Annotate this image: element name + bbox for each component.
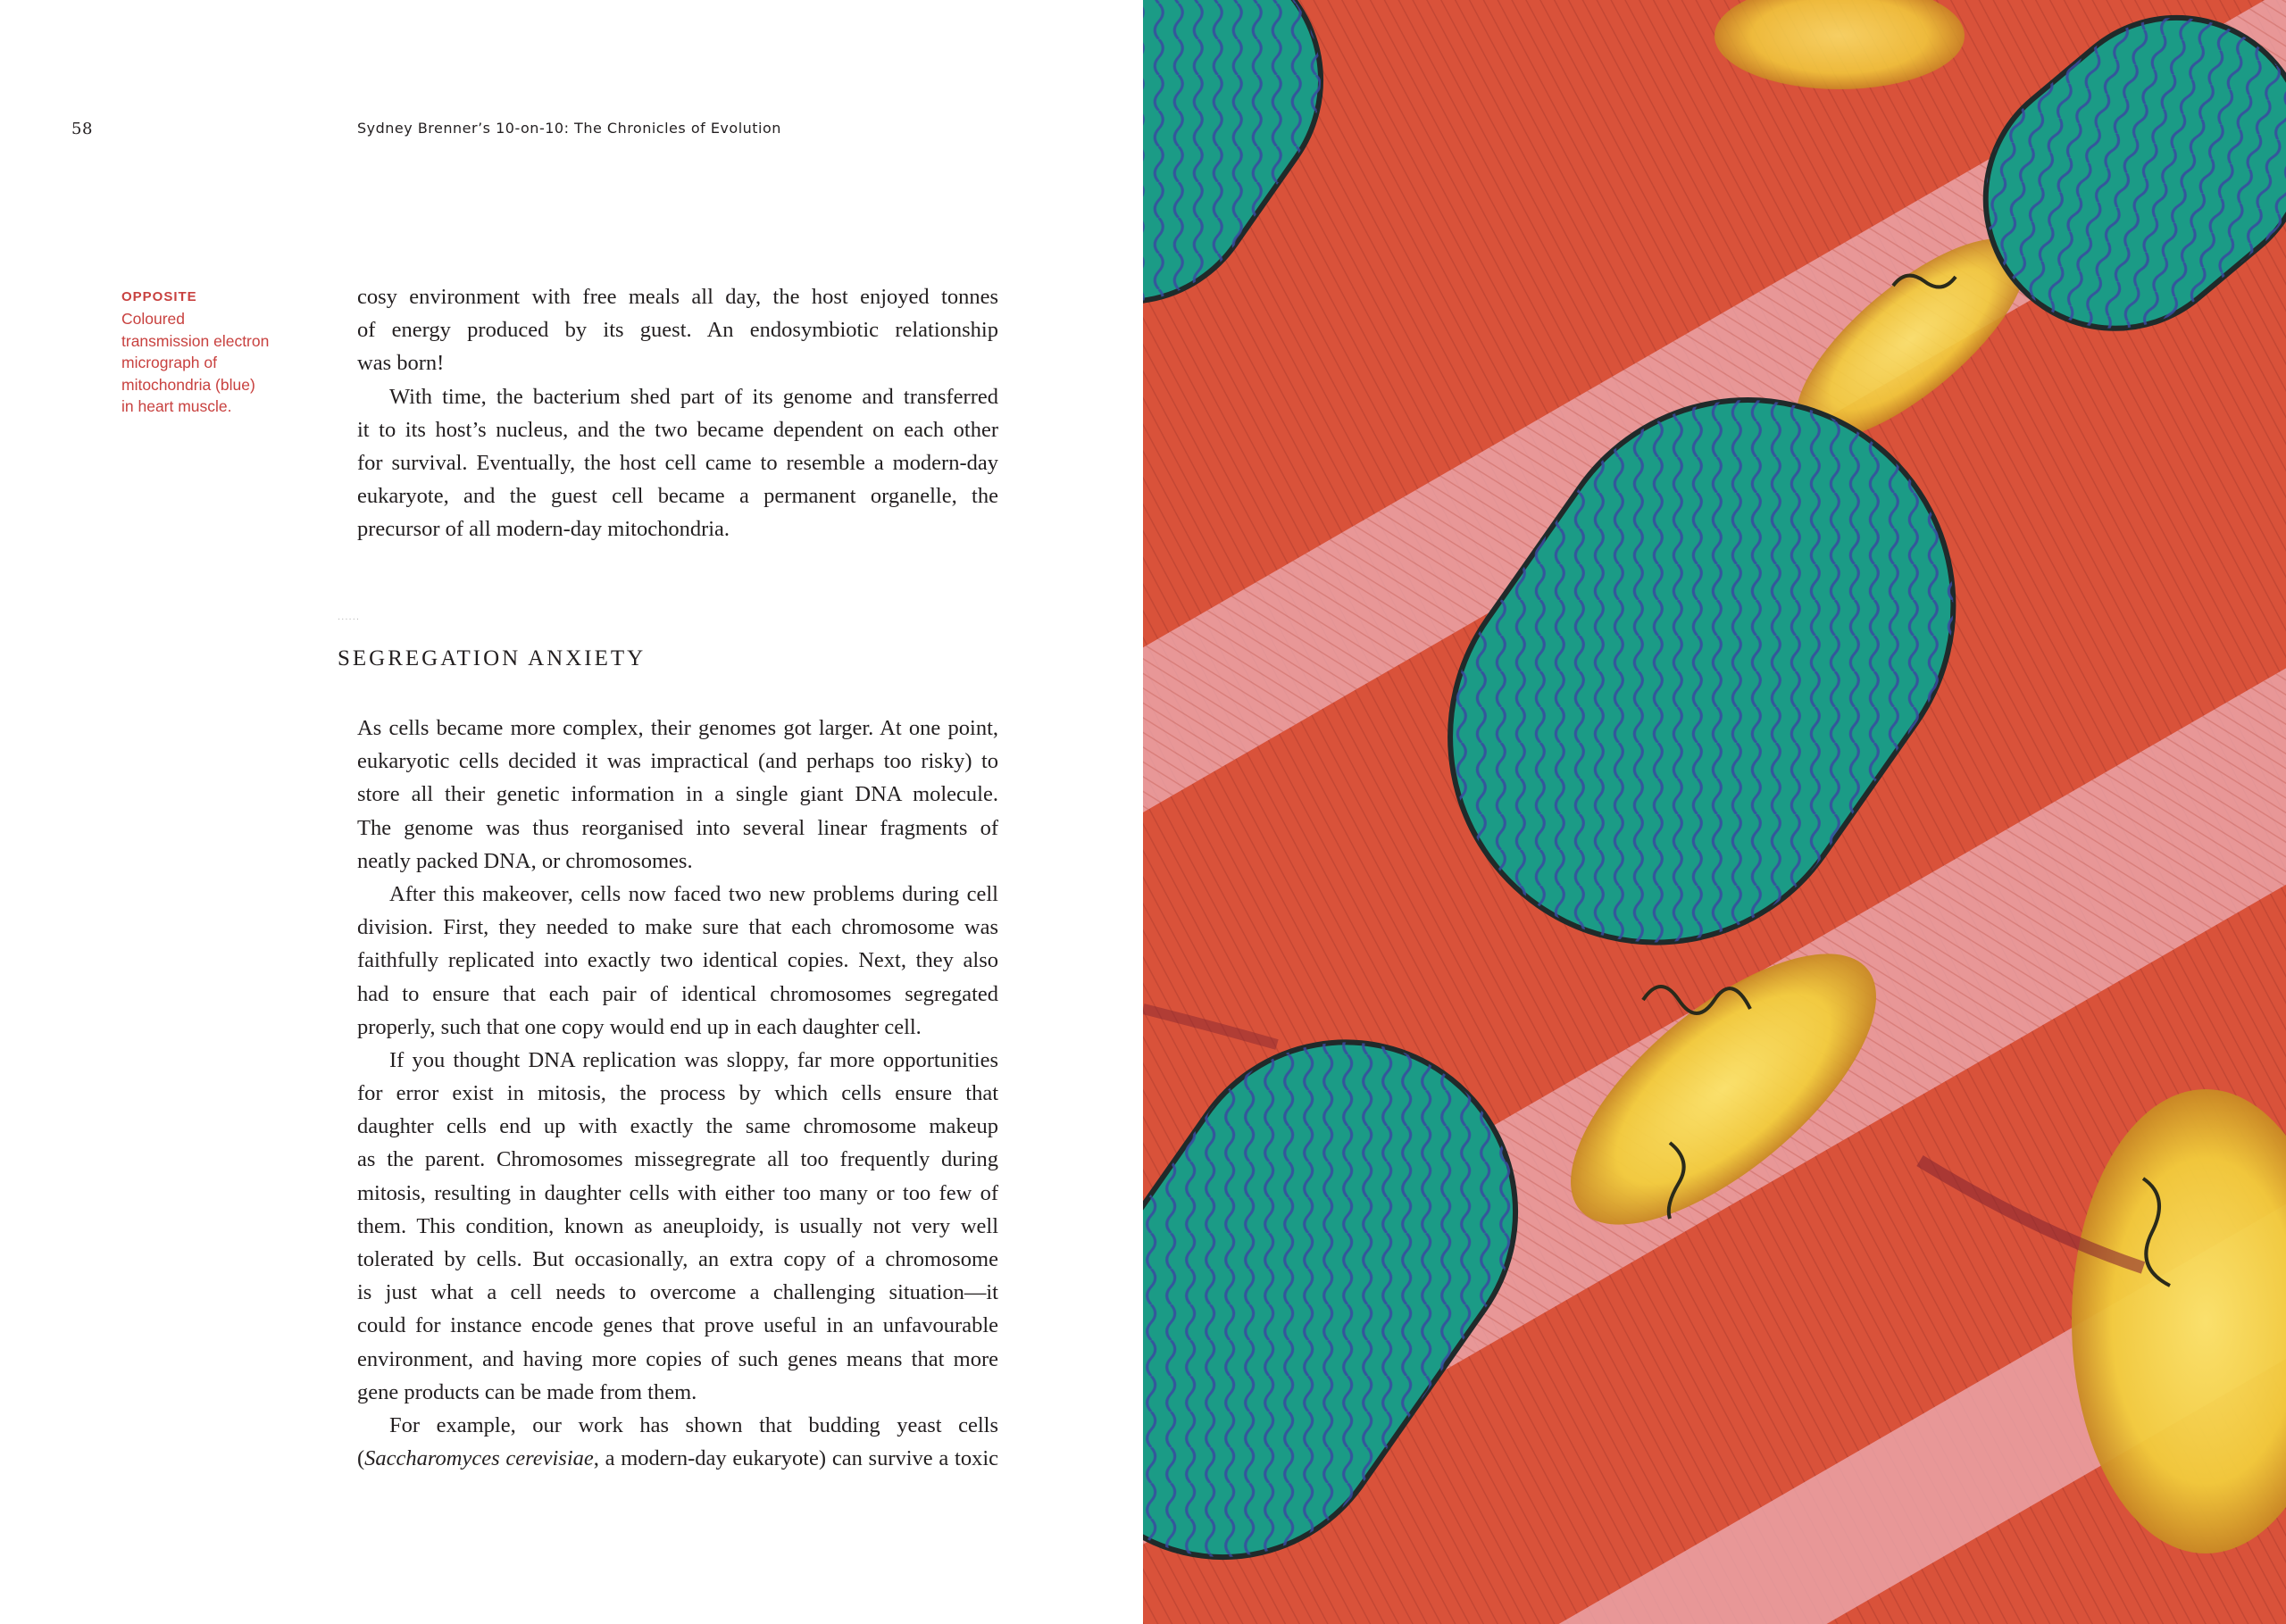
text-line: gene products can be made from them. [357, 1379, 697, 1404]
species-name: Saccharomyces cerevisiae [364, 1446, 594, 1471]
text-line: is just what a cell needs to overcome a challenging situation—it [357, 1280, 998, 1305]
text-line: eukaryote, and the guest cell became a permanent organelle, the [357, 484, 998, 509]
caption-line: transmission electron [121, 331, 270, 350]
text-line: neatly packed DNA, or chromosomes. [357, 848, 693, 873]
text-line: cosy environment with free meals all day, the host enjoyed tonnes [357, 285, 998, 309]
text-line: After this makeover, cells now faced two new problems during cell [389, 881, 998, 906]
text-line: If you thought DNA replication was sloppy, far more opportunities [389, 1047, 998, 1072]
caption-line: mitochondria (blue) [121, 375, 255, 394]
caption-label: OPPOSITE [121, 289, 197, 304]
section-heading: SEGREGATION ANXIETY [338, 646, 647, 670]
section-paragraphs [357, 712, 998, 1475]
text-line: eukaryotic cells decided it was impractical (and perhaps too risky) to [357, 749, 998, 774]
caption-line: Coloured [121, 310, 186, 328]
text-line: was born! [357, 351, 445, 376]
running-head: Sydney Brenner’s 10-on-10: The Chronicles of Evolution [357, 120, 781, 137]
text-line: for error exist in mitosis, the process by which cells ensure that [357, 1081, 998, 1106]
text-line: (Saccharomyces cerevisiae, a modern-day eukaryote) can survive a toxic [357, 1446, 998, 1471]
text-line: mitosis, resulting in daughter cells with either too many or too few of [357, 1180, 998, 1205]
micrograph-image [1143, 0, 2286, 1624]
text-line: properly, such that one copy would end up in each daughter cell. [357, 1014, 922, 1039]
text-line: it to its host’s nucleus, and the two became dependent on each other [357, 417, 998, 442]
text-line: could for instance encode genes that prove useful in an unfavourable [357, 1313, 998, 1338]
section-divider: ...... [338, 612, 361, 622]
figure-caption [121, 289, 300, 418]
text-line: For example, our work has shown that budding yeast cells [389, 1412, 998, 1437]
text-line: The genome was thus reorganised into several linear fragments of [357, 815, 998, 840]
text-line: With time, the bacterium shed part of its genome and transferred [389, 384, 998, 409]
text-line: of energy produced by its guest. An endosymbiotic relationship [357, 318, 998, 343]
intro-paragraphs [357, 280, 998, 546]
text-line: as the parent. Chromosomes missegregrate all too frequently during [357, 1147, 998, 1172]
text-line: faithfully replicated into exactly two identical copies. Next, they also [357, 948, 998, 973]
text-line: them. This condition, known as aneuploidy, is usually not very well [357, 1213, 998, 1238]
text-line: tolerated by cells. But occasionally, an extra copy of a chromosome [357, 1247, 998, 1271]
text-line: As cells became more complex, their genomes got larger. At one point, [357, 716, 998, 740]
text-line: precursor of all modern-day mitochondria. [357, 517, 730, 542]
caption-line: in heart muscle. [121, 397, 232, 415]
text-line: division. First, they needed to make sure that each chromosome was [357, 915, 998, 940]
text-line: had to ensure that each pair of identical chromosomes segregated [357, 981, 998, 1006]
page-number: 58 [71, 120, 93, 138]
text-line: store all their genetic information in a single giant DNA molecule. [357, 782, 998, 807]
text-line: for survival. Eventually, the host cell came to resemble a modern-day [357, 450, 998, 475]
text-line: environment, and having more copies of such genes means that more [357, 1346, 998, 1371]
caption-line: micrograph of [121, 354, 217, 371]
text-line: daughter cells end up with exactly the same chromosome makeup [357, 1114, 998, 1139]
